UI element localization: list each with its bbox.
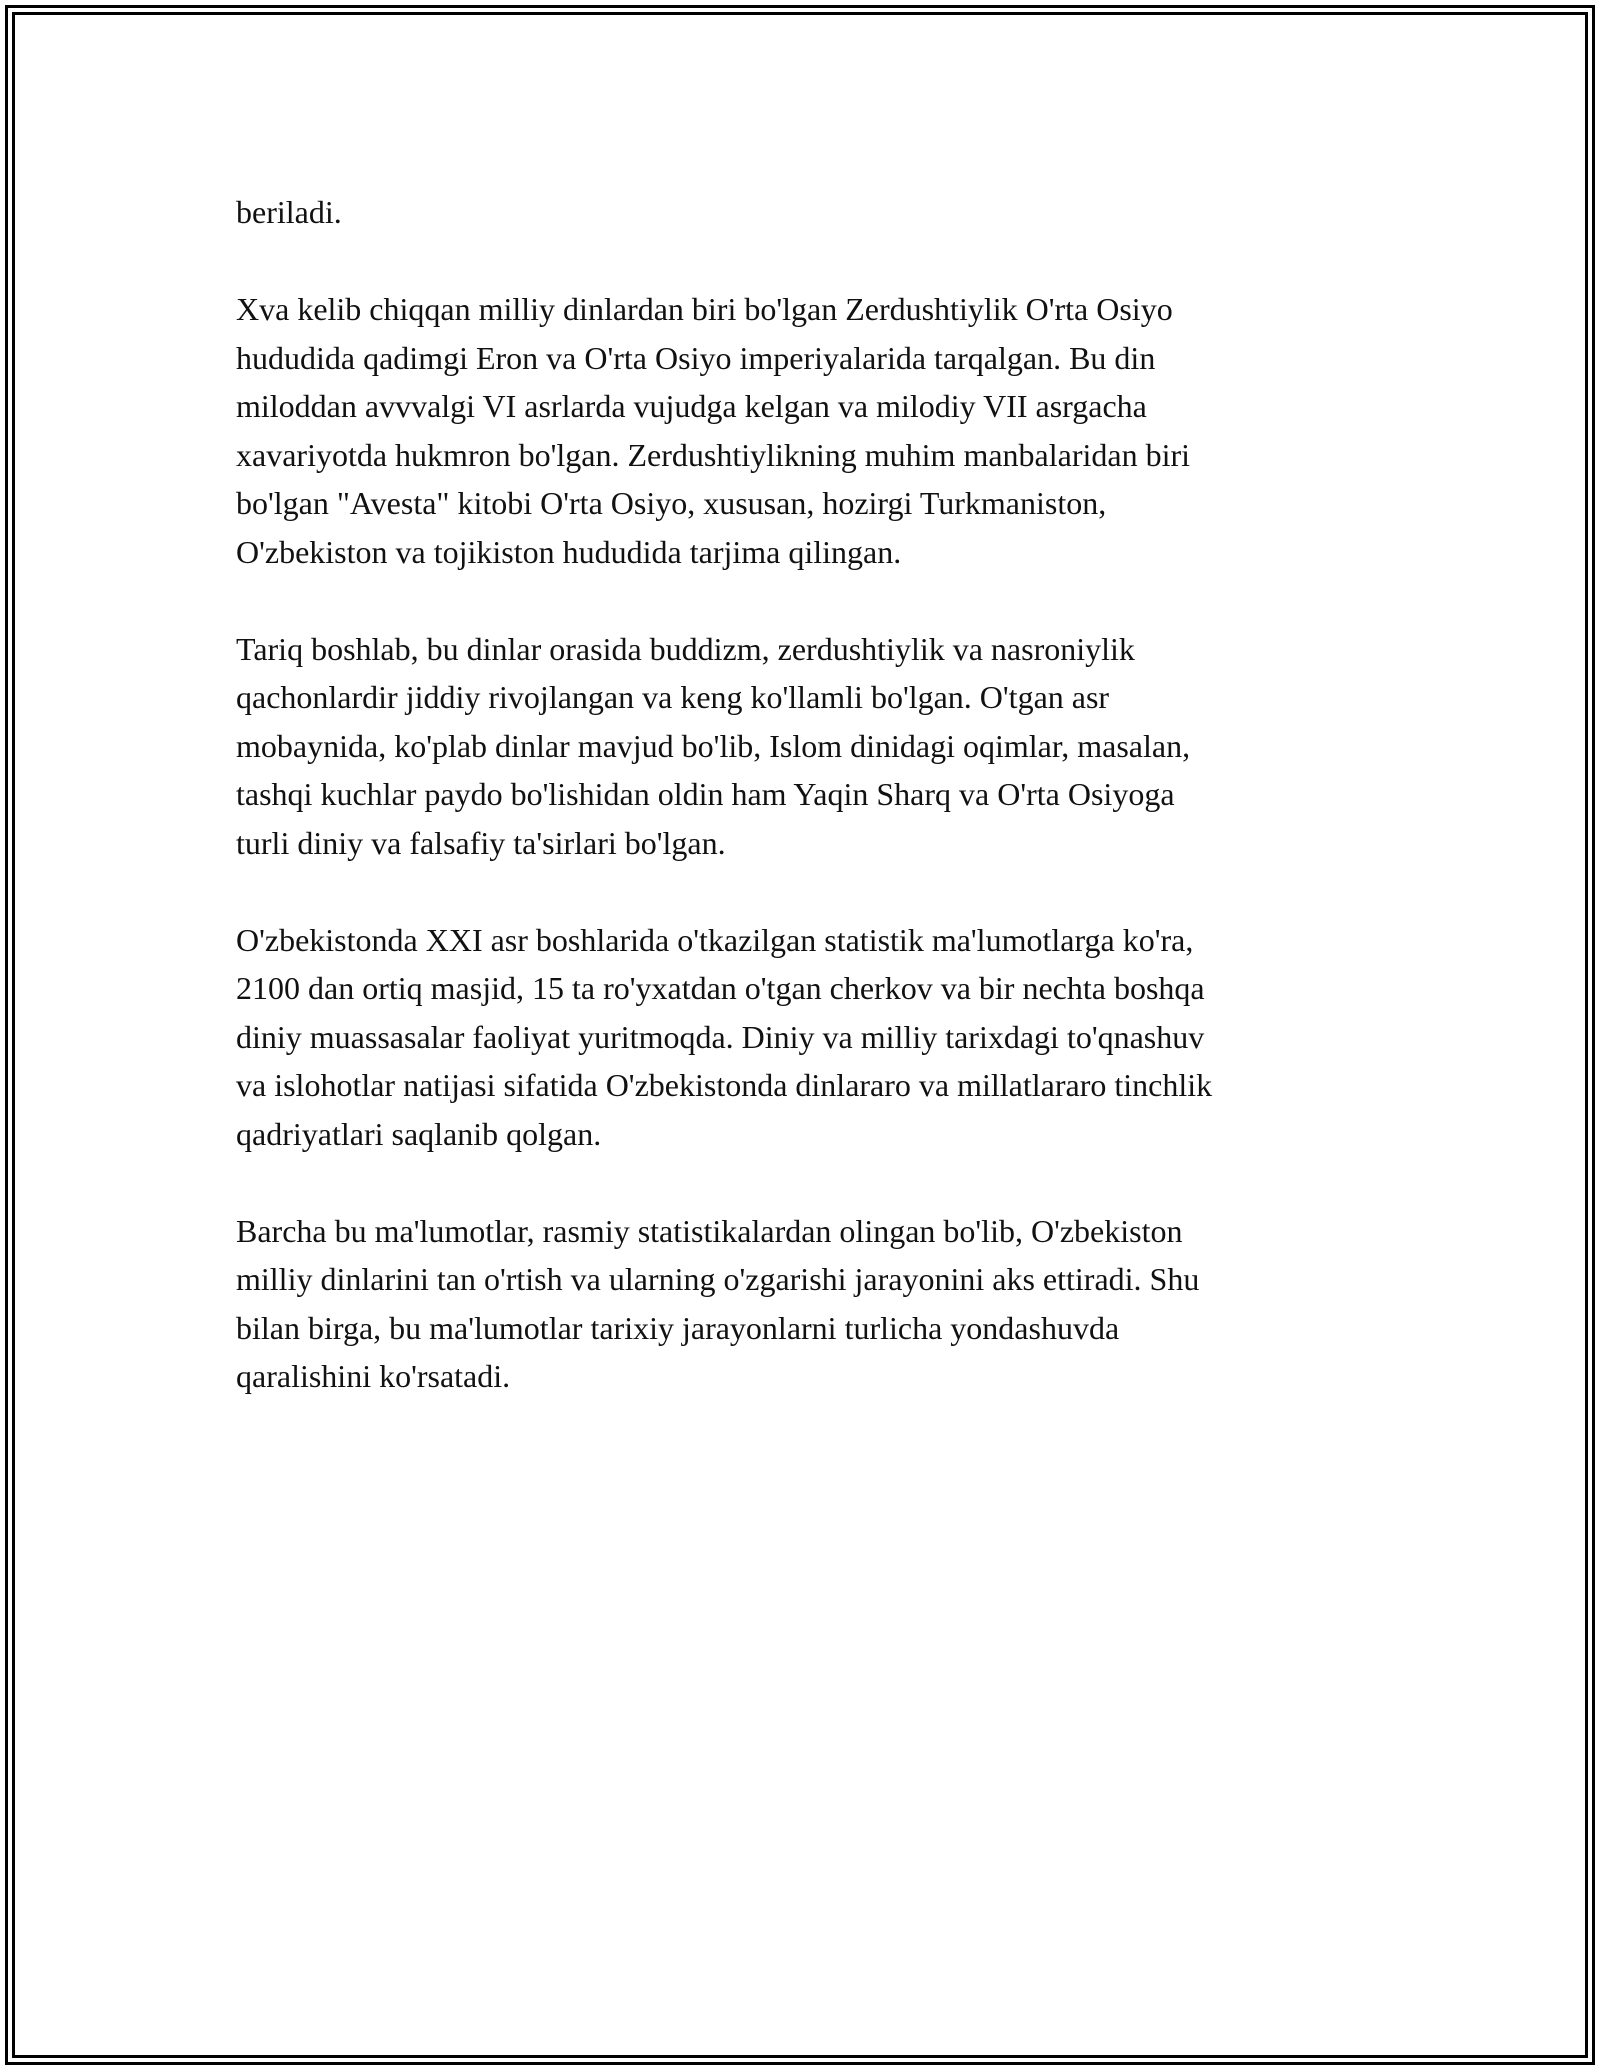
paragraph-4: O'zbekistonda XXI asr boshlarida o'tkazilgan statistik ma'lumotlarga ko'ra, 2100 dan ortiq masjid, 15 ta ro'yxatdan o'tgan cherkov va bir nechta boshqa diniy muassasalar faoliyat yuritmoqda. Diniy va milliy tarixdagi to'qnashuv va islohotlar natijasi sifatida O'zbekistonda dinlararo va millatlararo tinchlik qadriyatlari saqlanib qolgan.: [236, 921, 1213, 1152]
paragraph-2: Xva kelib chiqqan milliy dinlardan biri bo'lgan Zerdushtiylik O'rta Osiyo hududida qadimgi Eron va O'rta Osiyo imperiyalarida tarqalgan. Bu din miloddan avvvalgi VI asrlarda vujudga kelgan va milodiy VII asrgacha xavariyotda hukmron bo'lgan. Zerdushtiylikning muhim manbalaridan biri bo'lgan "Avesta" kitobi O'rta Osiyo, xususan, hozirgi Turkmaniston, O'zbekiston va tojikiston hududida tarjima qilingan.: [236, 291, 1191, 570]
paragraph-1: beriladi.: [236, 194, 342, 230]
paragraph-5: Barcha bu ma'lumotlar, rasmiy statistikalardan olingan bo'lib, O'zbekiston milliy dinlarini tan o'rtish va ularning o'zgarishi jarayonini aks ettiradi. Shu bilan birga, bu ma'lumotlar tarixiy jarayonlarni turlicha yondashuvda qaralishini ko'rsatadi.: [236, 1212, 1200, 1394]
paragraph-3: Tariq boshlab, bu dinlar orasida buddizm, zerdushtiylik va nasroniylik qachonlardir jiddiy rivojlangan va keng ko'llamli bo'lgan. O'tgan asr mobaynida, ko'plab dinlar mavjud bo'lib, Islom dinidagi oqimlar, masalan, tashqi kuchlar paydo bo'lishidan oldin ham Yaqin Sharq va O'rta Osiyoga turli diniy va falsafiy ta'sirlari bo'lgan.: [236, 630, 1191, 861]
document-body: [236, 188, 1386, 1449]
